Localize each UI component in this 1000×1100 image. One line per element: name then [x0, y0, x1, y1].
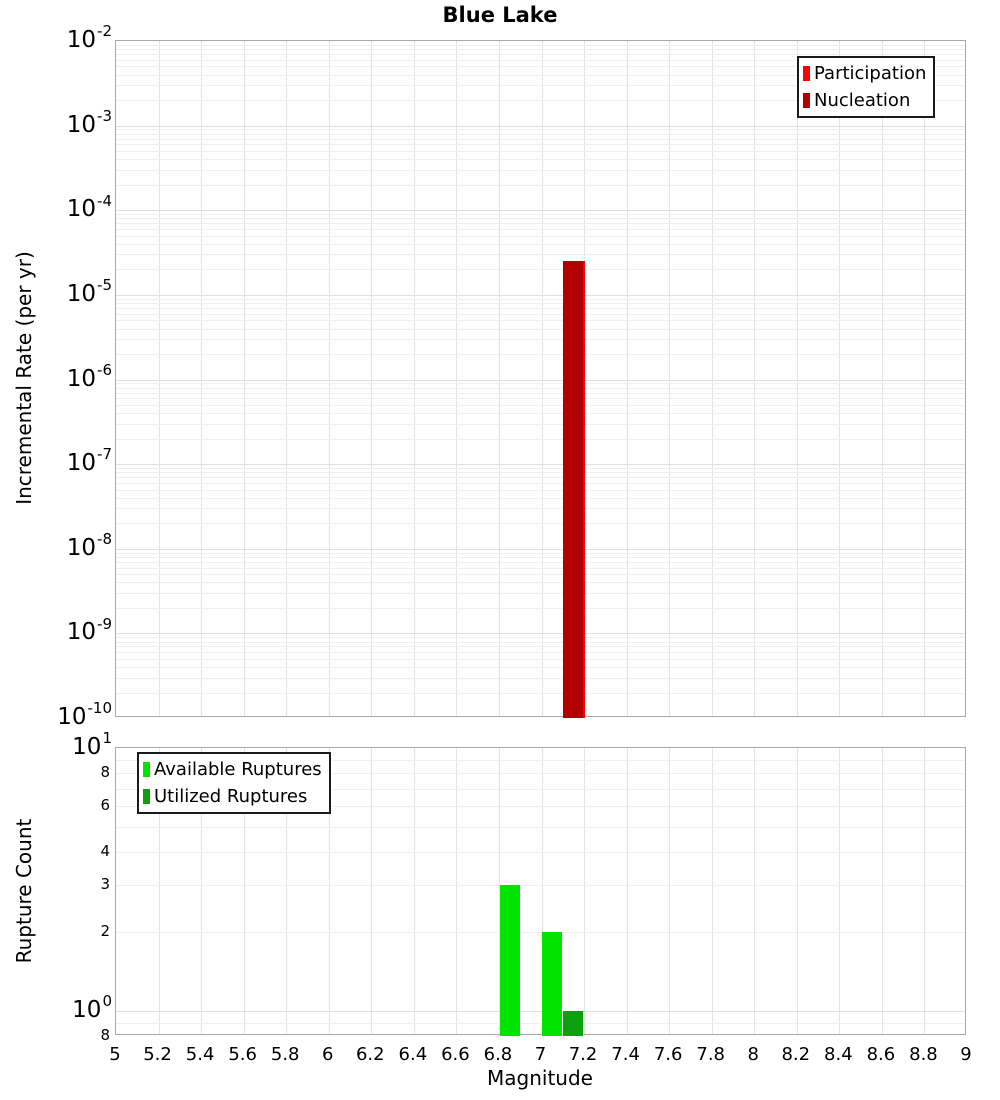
gridline-minor	[116, 303, 965, 304]
gridline-vertical	[839, 41, 840, 716]
nucleation-bar	[563, 261, 583, 718]
y-tick-label	[66, 445, 112, 477]
gridline-minor	[116, 151, 965, 152]
gridline-decade	[116, 549, 965, 550]
gridline-minor	[116, 185, 965, 186]
legend-label: Utilized Ruptures	[154, 786, 308, 807]
y-tick-base: 10	[72, 996, 102, 1023]
y-minor-tick-label: 3	[100, 875, 110, 894]
gridline-vertical	[456, 41, 457, 716]
y-tick-exponent: 1	[102, 729, 112, 748]
y-tick-label	[66, 22, 112, 53]
gridline-minor	[116, 424, 965, 425]
y-tick-exponent: -7	[97, 445, 112, 464]
gridline-minor	[116, 477, 965, 478]
gridline-vertical	[371, 41, 372, 716]
gridline-minor	[116, 852, 965, 853]
y-tick-label	[57, 699, 112, 730]
y-tick-exponent: -5	[97, 276, 112, 295]
gridline-minor	[116, 490, 965, 491]
gridline-minor	[116, 339, 965, 340]
gridline-minor	[116, 693, 965, 694]
gridline-minor	[116, 508, 965, 509]
legend-item-utilized-ruptures	[143, 783, 322, 810]
gridline-vertical	[456, 748, 457, 1034]
available-ruptures-swatch-icon	[143, 762, 150, 777]
gridline-minor	[116, 667, 965, 668]
y-minor-tick-label: 8	[100, 763, 110, 782]
gridline-minor	[116, 269, 965, 270]
gridline-minor	[116, 170, 965, 171]
y-tick-exponent: -6	[97, 360, 112, 379]
gridline-vertical	[329, 41, 330, 716]
gridline-minor	[116, 827, 965, 828]
y-tick-exponent: 0	[102, 991, 112, 1010]
x-tick-label: 8.8	[909, 1044, 938, 1065]
gridline-minor	[116, 568, 965, 569]
y-tick-base: 10	[66, 365, 97, 392]
gridline-vertical	[244, 41, 245, 716]
bottom-y-axis-title: Rupture Count	[12, 818, 36, 964]
x-tick-label: 7.8	[696, 1044, 726, 1065]
gridline-minor	[116, 383, 965, 384]
gridline-minor	[116, 557, 965, 558]
y-tick-exponent: -10	[87, 699, 112, 718]
y-tick-exponent: -2	[97, 22, 112, 41]
gridline-minor	[116, 472, 965, 473]
gridline-minor	[116, 574, 965, 575]
gridline-vertical	[712, 748, 713, 1034]
y-tick-label	[66, 614, 112, 646]
x-tick-label: 6.8	[483, 1044, 513, 1065]
y-tick-label	[66, 530, 112, 561]
y-tick-label	[66, 191, 112, 223]
gridline-minor	[116, 314, 965, 315]
gridline-vertical	[669, 41, 670, 716]
gridline-vertical	[286, 41, 287, 716]
gridline-minor	[116, 45, 965, 46]
y-tick-base: 10	[66, 450, 97, 477]
utilized-ruptures-bar	[563, 1011, 583, 1036]
gridline-decade	[116, 1011, 965, 1012]
gridline-minor	[116, 223, 965, 224]
gridline-minor	[116, 139, 965, 140]
gridline-vertical	[882, 748, 883, 1034]
gridline-vertical	[797, 748, 798, 1034]
gridline-minor	[116, 1023, 965, 1024]
x-tick-label: 8	[747, 1044, 759, 1065]
gridline-minor	[116, 439, 965, 440]
gridline-minor	[116, 932, 965, 933]
gridline-minor	[116, 593, 965, 594]
gridline-minor	[116, 678, 965, 679]
x-tick-label: 6	[322, 1044, 334, 1065]
gridline-minor	[116, 308, 965, 309]
y-minor-tick-label: 2	[100, 921, 110, 940]
gridline-minor	[116, 236, 965, 237]
gridline-minor	[116, 885, 965, 886]
y-tick-exponent: -8	[97, 530, 112, 549]
gridline-vertical	[882, 41, 883, 716]
gridline-vertical	[414, 41, 415, 716]
gridline-vertical	[627, 41, 628, 716]
gridline-minor	[116, 652, 965, 653]
y-tick-label	[66, 360, 112, 392]
legend-label: Nucleation	[814, 90, 911, 111]
gridline-minor	[116, 299, 965, 300]
x-tick-label: 5.6	[228, 1044, 257, 1065]
legend-item-participation	[803, 60, 926, 87]
participation-swatch-icon	[803, 66, 810, 81]
gridline-vertical	[159, 41, 160, 716]
legend-label: Participation	[814, 63, 927, 84]
x-tick-label: 5.8	[270, 1044, 300, 1065]
gridline-vertical	[669, 748, 670, 1034]
y-tick-exponent: -3	[97, 106, 112, 125]
x-tick-label: 6.4	[398, 1044, 428, 1065]
gridline-minor	[116, 254, 965, 255]
y-tick-base: 10	[66, 196, 97, 223]
x-tick-label: 7	[534, 1044, 547, 1065]
gridline-minor	[116, 582, 965, 583]
gridline-decade	[116, 210, 965, 211]
top-y-axis-title: Incremental Rate (per yr)	[12, 251, 36, 505]
rupture-legend	[137, 752, 331, 814]
gridline-minor	[116, 562, 965, 563]
y-tick-exponent: -9	[97, 614, 112, 633]
x-tick-label: 8.2	[781, 1044, 811, 1065]
gridline-decade	[116, 464, 965, 465]
gridline-minor	[116, 144, 965, 145]
x-tick-label: 7.4	[611, 1044, 640, 1065]
gridline-vertical	[371, 748, 372, 1034]
gridline-minor	[116, 134, 965, 135]
legend-item-nucleation	[803, 87, 926, 114]
gridline-decade	[116, 126, 965, 127]
x-tick-label: 5.4	[185, 1044, 215, 1065]
gridline-minor	[116, 405, 965, 406]
y-minor-tick-label: 4	[100, 842, 110, 861]
x-tick-label: 5	[109, 1044, 121, 1065]
gridline-minor	[116, 214, 965, 215]
gridline-minor	[116, 218, 965, 219]
gridline-minor	[116, 393, 965, 394]
y-tick-label	[72, 991, 112, 1023]
gridline-minor	[116, 646, 965, 647]
x-tick-label: 8.6	[866, 1044, 896, 1065]
x-tick-label: 7.6	[653, 1044, 683, 1065]
gridline-vertical	[754, 748, 755, 1034]
utilized-ruptures-swatch-icon	[143, 789, 150, 804]
y-tick-base: 10	[66, 27, 97, 53]
gridline-vertical	[414, 748, 415, 1034]
gridline-minor	[116, 388, 965, 389]
gridline-vertical	[712, 41, 713, 716]
gridline-minor	[116, 320, 965, 321]
x-tick-label: 6.2	[355, 1044, 385, 1065]
gridline-minor	[116, 159, 965, 160]
y-minor-tick-label: 6	[100, 796, 110, 815]
gridline-vertical	[499, 41, 500, 716]
gridline-minor	[116, 329, 965, 330]
gridline-minor	[116, 637, 965, 638]
gridline-vertical	[924, 41, 925, 716]
x-tick-label: 7.2	[568, 1044, 598, 1065]
y-tick-base: 10	[66, 111, 97, 138]
gridline-minor	[116, 659, 965, 660]
gridline-minor	[116, 498, 965, 499]
gridline-vertical	[754, 41, 755, 716]
gridline-vertical	[924, 748, 925, 1034]
rate-legend	[797, 56, 935, 118]
gridline-minor	[116, 483, 965, 484]
gridline-minor	[116, 553, 965, 554]
y-tick-exponent: -4	[97, 191, 112, 210]
y-tick-base: 10	[66, 534, 97, 561]
y-tick-label	[72, 729, 112, 760]
x-tick-label: 9	[960, 1044, 972, 1065]
gridline-minor	[116, 608, 965, 609]
gridline-vertical	[201, 41, 202, 716]
y-tick-base: 10	[57, 704, 87, 730]
gridline-vertical	[839, 748, 840, 1034]
gridline-minor	[116, 468, 965, 469]
x-tick-label: 8.4	[824, 1044, 853, 1065]
x-tick-label: 5.2	[143, 1044, 172, 1065]
gridline-minor	[116, 642, 965, 643]
gridline-minor	[116, 413, 965, 414]
gridline-decade	[116, 380, 965, 381]
gridline-minor	[116, 354, 965, 355]
gridline-decade	[116, 295, 965, 296]
available-ruptures-bar	[500, 885, 520, 1036]
x-axis-title: Magnitude	[487, 1066, 593, 1090]
y-minor-tick-label: 8	[100, 1026, 110, 1044]
gridline-minor	[116, 129, 965, 130]
legend-item-available-ruptures	[143, 756, 322, 783]
gridline-vertical	[627, 748, 628, 1034]
legend-label: Available Ruptures	[154, 759, 322, 780]
chart-title: Blue Lake	[442, 3, 558, 27]
gridline-decade	[116, 633, 965, 634]
gridline-vertical	[584, 748, 585, 1034]
gridline-minor	[116, 49, 965, 50]
y-tick-label	[66, 106, 112, 138]
gridline-minor	[116, 54, 965, 55]
x-tick-label: 6.6	[441, 1044, 470, 1065]
nucleation-swatch-icon	[803, 93, 810, 108]
gridline-minor	[116, 523, 965, 524]
gridline-minor	[116, 244, 965, 245]
y-tick-label	[66, 276, 112, 307]
gridline-minor	[116, 398, 965, 399]
incremental-rate-panel	[115, 40, 966, 717]
y-tick-base: 10	[66, 280, 97, 307]
available-ruptures-bar	[542, 932, 562, 1036]
y-tick-base: 10	[66, 619, 97, 646]
y-tick-base: 10	[72, 734, 102, 760]
gridline-vertical	[797, 41, 798, 716]
gridline-vertical	[542, 41, 543, 716]
gridline-minor	[116, 229, 965, 230]
